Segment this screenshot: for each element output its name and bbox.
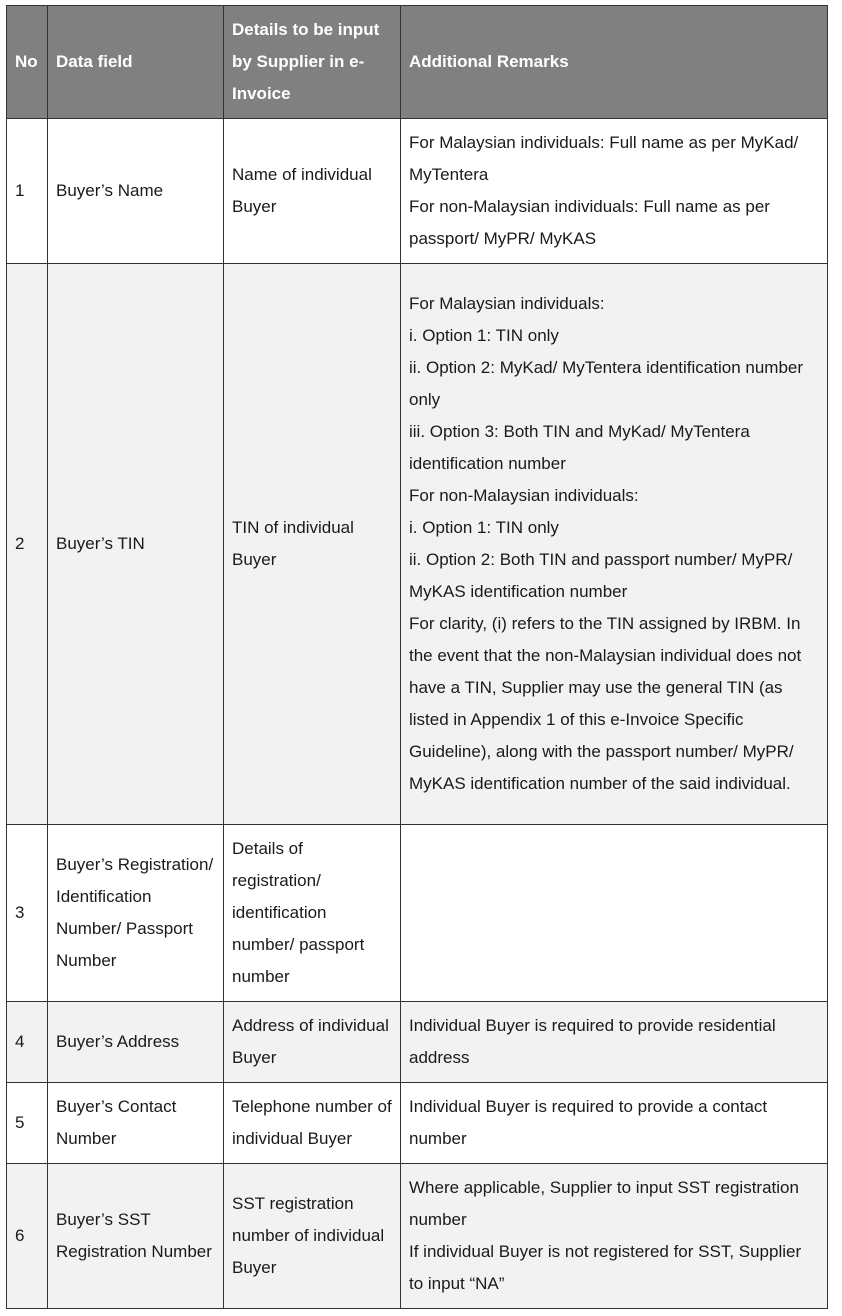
data-field-cell: Buyer’s TIN (48, 264, 224, 825)
data-field-cell: Buyer’s Name (48, 119, 224, 264)
data-field-cell: Buyer’s Registration/ Identification Number/ Passport Number (48, 825, 224, 1002)
row-number: 3 (7, 825, 48, 1002)
buyer-fields-table-container (6, 5, 828, 1309)
remark-line: For Malaysian individuals: (409, 294, 605, 313)
data-field-cell: Buyer’s Contact Number (48, 1083, 224, 1164)
remarks-cell (401, 1002, 828, 1083)
remark-line: For Malaysian individuals: Full name as per MyKad/ MyTentera (409, 133, 799, 184)
remark-line: If individual Buyer is not registered for SST, Supplier to input “NA” (409, 1242, 802, 1293)
remarks-cell (401, 119, 828, 264)
header-additional-remarks: Additional Remarks (401, 6, 828, 119)
details-cell: Details of registration/ identification number/ passport number (224, 825, 401, 1002)
table-row (7, 825, 828, 1002)
table-header-row (7, 6, 828, 119)
row-number: 2 (7, 264, 48, 825)
details-cell: TIN of individual Buyer (224, 264, 401, 825)
row-number: 5 (7, 1083, 48, 1164)
remark-line: Individual Buyer is required to provide a contact number (409, 1097, 768, 1148)
table-body (7, 119, 828, 1309)
remark-line: ii. Option 2: Both TIN and passport number/ MyPR/ MyKAS identification number (409, 550, 793, 601)
remark-line: i. Option 1: TIN only (409, 518, 559, 537)
remarks-cell (401, 264, 828, 825)
remarks-cell (401, 1083, 828, 1164)
table-row (7, 264, 828, 825)
table-row (7, 119, 828, 264)
details-cell: SST registration number of individual Buyer (224, 1164, 401, 1309)
details-cell: Telephone number of individual Buyer (224, 1083, 401, 1164)
remarks-cell (401, 825, 828, 1002)
remark-line: Individual Buyer is required to provide residential address (409, 1016, 776, 1067)
data-field-cell: Buyer’s SST Registration Number (48, 1164, 224, 1309)
row-number: 6 (7, 1164, 48, 1309)
remarks-cell (401, 1164, 828, 1309)
row-number: 1 (7, 119, 48, 264)
remark-line: For non-Malaysian individuals: Full name as per passport/ MyPR/ MyKAS (409, 197, 770, 248)
remark-line: i. Option 1: TIN only (409, 326, 559, 345)
details-cell: Address of individual Buyer (224, 1002, 401, 1083)
header-details: Details to be input by Supplier in e-Invoice (224, 6, 401, 119)
table-row (7, 1002, 828, 1083)
remark-line: iii. Option 3: Both TIN and MyKad/ MyTentera identification number (409, 422, 750, 473)
remark-line: ii. Option 2: MyKad/ MyTentera identification number only (409, 358, 804, 409)
table-row (7, 1164, 828, 1309)
remark-line: Where applicable, Supplier to input SST registration number (409, 1178, 799, 1229)
details-cell: Name of individual Buyer (224, 119, 401, 264)
table-row (7, 1083, 828, 1164)
header-data-field: Data field (48, 6, 224, 119)
remark-line: For clarity, (i) refers to the TIN assigned by IRBM. In the event that the non-Malaysian individual does not have a TIN, Supplier may use the general TIN (as listed in Appendix 1 of this e-Invoice Specific Guideline), along with the passport number/ MyPR/ MyKAS identification number of the said individual. (409, 614, 802, 793)
remark-line: For non-Malaysian individuals: (409, 486, 639, 505)
data-field-cell: Buyer’s Address (48, 1002, 224, 1083)
row-number: 4 (7, 1002, 48, 1083)
header-no: No (7, 6, 48, 119)
buyer-fields-table (6, 5, 828, 1309)
